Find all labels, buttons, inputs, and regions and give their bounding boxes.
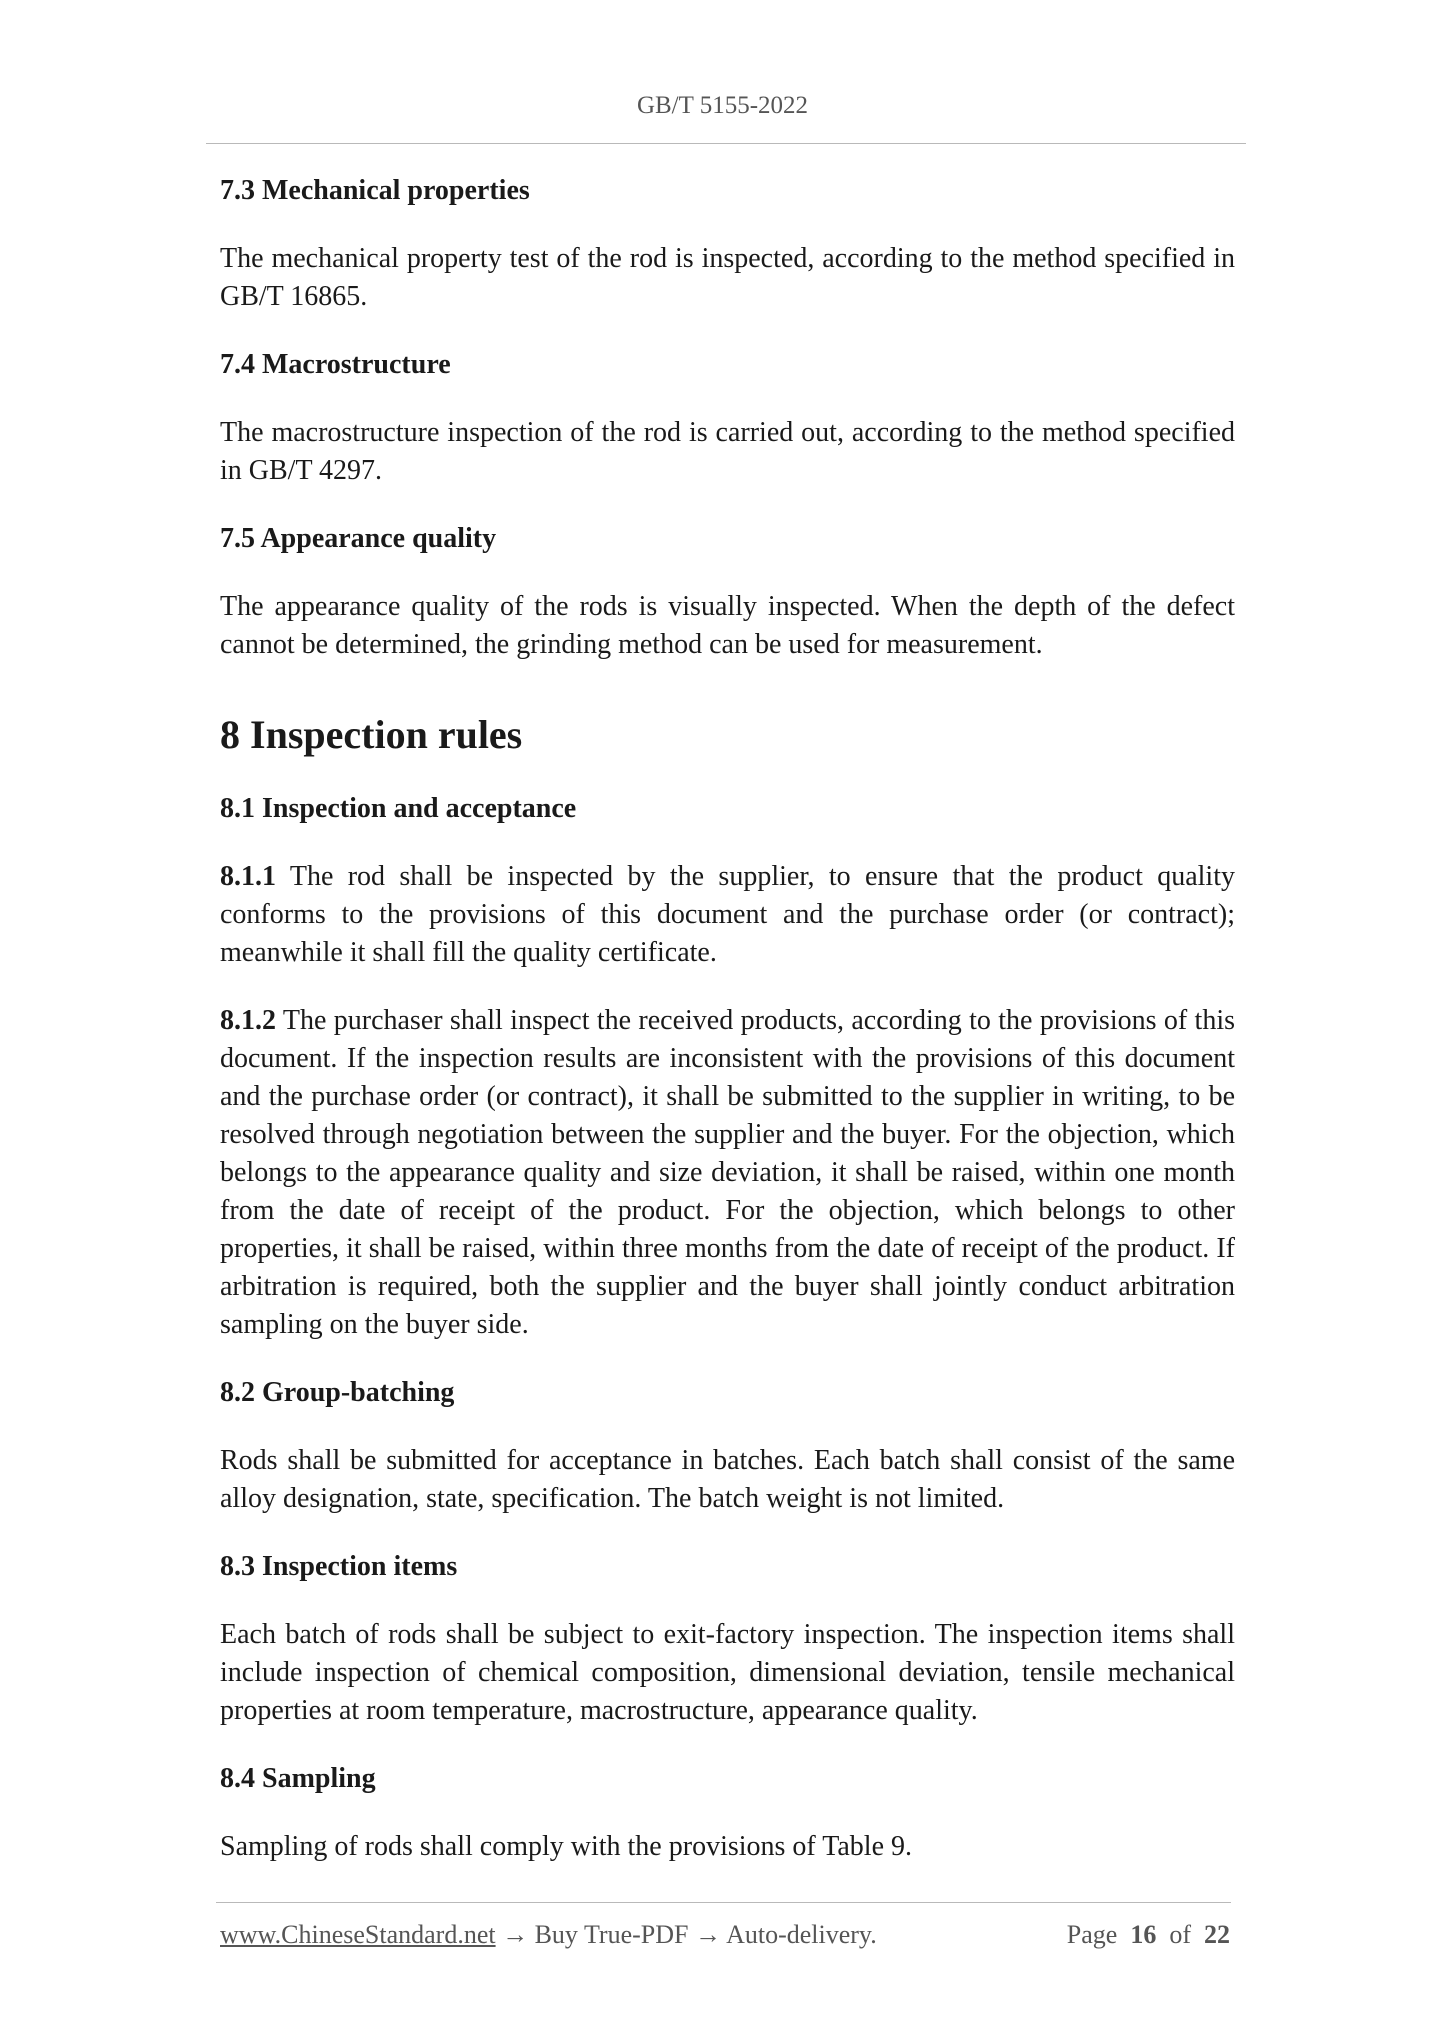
- section-8-4-text: Sampling of rods shall comply with the provisions of Table 9.: [220, 1831, 913, 1862]
- buy-pdf-text: Buy True-PDF: [534, 1920, 689, 1949]
- section-7-4-heading: 7.4 Macrostructure: [220, 349, 451, 380]
- section-7-5-heading: 7.5 Appearance quality: [220, 523, 497, 554]
- document-footer: [220, 1920, 1230, 1950]
- section-8-2-heading: 8.2 Group-batching: [220, 1377, 455, 1408]
- document-header: GB/T 5155-2022: [636, 92, 809, 119]
- footer-divider: [216, 1902, 1231, 1903]
- footer-promo: [220, 1920, 877, 1950]
- page-indicator: [1067, 1920, 1230, 1950]
- header-divider: [206, 143, 1246, 144]
- chapter-8-heading: 8 Inspection rules: [220, 712, 523, 757]
- clause-8-1-1-number: 8.1.1: [220, 861, 276, 892]
- section-8-1-heading: 8.1 Inspection and acceptance: [220, 793, 577, 824]
- clause-8-1-2-text: The purchaser shall inspect the received products, according to the provisions of this document. If the inspection results are inconsistent with the provisions of this document and the purchase order (or contract), it shall be submitted to the supplier in writing, to be resolved through negotiation between the supplier and the buyer. For the objection, which belongs to the appearance quality and size deviation, it shall be raised, within one month from the date of receipt of the product. For the objection, which belongs to other properties, it shall be raised, within three months from the date of receipt of the product. If arbitration is required, both the supplier and the buyer shall jointly conduct arbitration sampling on the buyer side.: [220, 1005, 1235, 1340]
- of-label: of: [1169, 1920, 1191, 1949]
- arrow-icon: →: [495, 1920, 535, 1949]
- section-8-3-heading: 8.3 Inspection items: [220, 1551, 458, 1582]
- auto-delivery-text: Auto-delivery.: [726, 1920, 877, 1949]
- clause-8-1-1-text: The rod shall be inspected by the supplier, to ensure that the product quality conforms to the provisions of this document and the purchase order (or contract); meanwhile it shall fill the quality certificate.: [220, 861, 1235, 968]
- arrow-icon: →: [688, 1920, 727, 1949]
- section-8-3-text: Each batch of rods shall be subject to exit-factory inspection. The inspection items shall include inspection of chemical composition, dimensional deviation, tensile mechanical properties at room temperature, macrostructure, appearance quality.: [220, 1619, 1235, 1726]
- website-link[interactable]: www.ChineseStandard.net: [220, 1920, 496, 1949]
- section-8-4-heading: 8.4 Sampling: [220, 1763, 376, 1794]
- section-7-3-text: The mechanical property test of the rod is inspected, according to the method specified in GB/T 16865.: [220, 243, 1235, 312]
- clause-8-1-2: [220, 1002, 1235, 1344]
- total-pages-number: 22: [1204, 1920, 1230, 1949]
- section-7-3-heading: 7.3 Mechanical properties: [220, 175, 530, 206]
- section-7-4-text: The macrostructure inspection of the rod is carried out, according to the method specified in GB/T 4297.: [220, 417, 1235, 486]
- current-page-number: 16: [1130, 1920, 1157, 1949]
- page-label: Page: [1066, 1920, 1118, 1949]
- clause-8-1-1: [220, 858, 1235, 972]
- section-7-5-text: The appearance quality of the rods is visually inspected. When the depth of the defect cannot be determined, the grinding method can be used for measurement.: [220, 591, 1235, 660]
- section-8-2-text: Rods shall be submitted for acceptance in batches. Each batch shall consist of the same alloy designation, state, specification. The batch weight is not limited.: [220, 1445, 1235, 1514]
- document-body: [220, 172, 1235, 1896]
- clause-8-1-2-number: 8.1.2: [220, 1005, 276, 1036]
